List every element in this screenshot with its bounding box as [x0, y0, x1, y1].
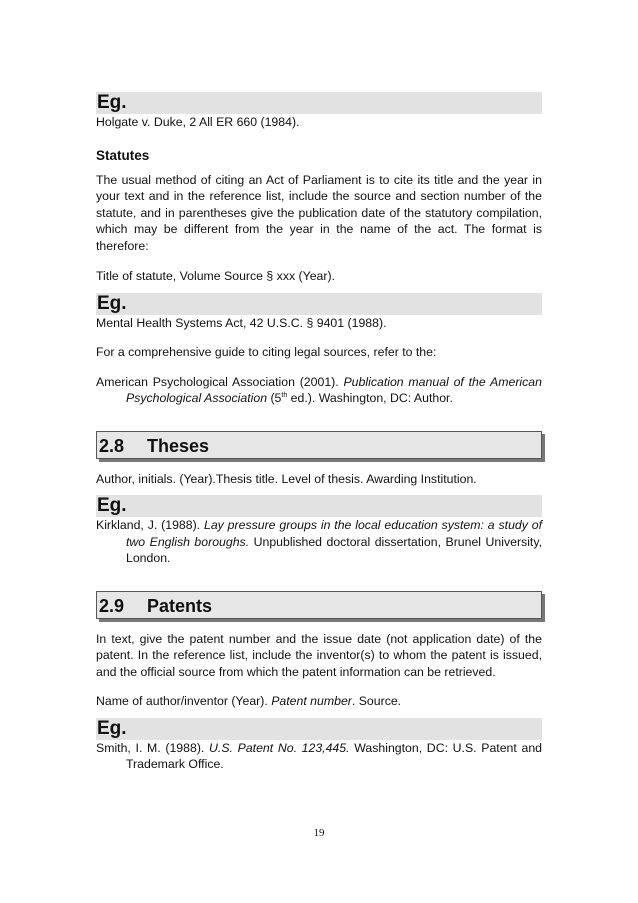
statutes-heading: Statutes: [96, 147, 150, 163]
section-heading-patents: [96, 591, 542, 619]
section-title: Theses: [147, 435, 210, 456]
document-page: [96, 92, 542, 773]
thesis-title: Lay pressure groups in the local education system: a study of two English boroughs.: [126, 518, 543, 549]
statutes-body: The usual method of citing an Act of Parliament is to cite its title and the year in your text and in the reference list, include the source and section number of the statute, and in parentheses give the publication date of the statutory compilation, which may be different from the year in the name of the act. The format is therefore:: [96, 172, 542, 253]
patents-body: In text, give the patent number and the issue date (not application date) of the patent. In the reference list, include the inventor(s) to whom the patent is issued, and the official source from which the patent information can be retrieved.: [96, 631, 542, 679]
statute-example: Mental Health Systems Act, 42 U.S.C. § 9401 (1988).: [96, 315, 387, 330]
example-label-bar: Eg.: [96, 293, 542, 315]
thesis-example: Kirkland, J. (1988). Lay pressure groups in the local education system: a study of two English boroughs. Unpublished doctoral dissertation, Brunel University, London.: [96, 518, 543, 565]
section-title: Patents: [147, 595, 213, 616]
example-label-bar: Eg.: [96, 495, 542, 517]
case-example: Holgate v. Duke, 2 All ER 660 (1984).: [96, 115, 300, 129]
guide-intro: For a comprehensive guide to citing legal sources, refer to the:: [96, 345, 437, 359]
section-heading-theses: [96, 431, 542, 459]
section-number: 2.9: [99, 595, 125, 616]
patent-title: U.S. Patent No. 123,445.: [209, 740, 350, 755]
thesis-format: Author, initials. (Year).Thesis title. Level of thesis. Awarding Institution.: [96, 471, 477, 486]
patent-example: Smith, I. M. (1988). U.S. Patent No. 123,445. Washington, DC: U.S. Patent and Trademark Office.: [96, 740, 543, 771]
guide-title: Publication manual of the American Psychological Association: [126, 374, 542, 405]
statute-format: Title of statute, Volume Source § xxx (Year).: [96, 269, 335, 283]
page-number: 19: [313, 827, 325, 839]
guide-reference: American Psychological Association (2001). Publication manual of the American Psychological Association (5th ed.). Washington, DC: Author.: [96, 374, 542, 405]
patent-format: Name of author/inventor (Year). Patent number. Source.: [96, 694, 402, 708]
example-label-bar: Eg.: [96, 92, 542, 114]
section-number: 2.8: [99, 435, 125, 456]
example-label-bar: Eg.: [96, 718, 542, 740]
